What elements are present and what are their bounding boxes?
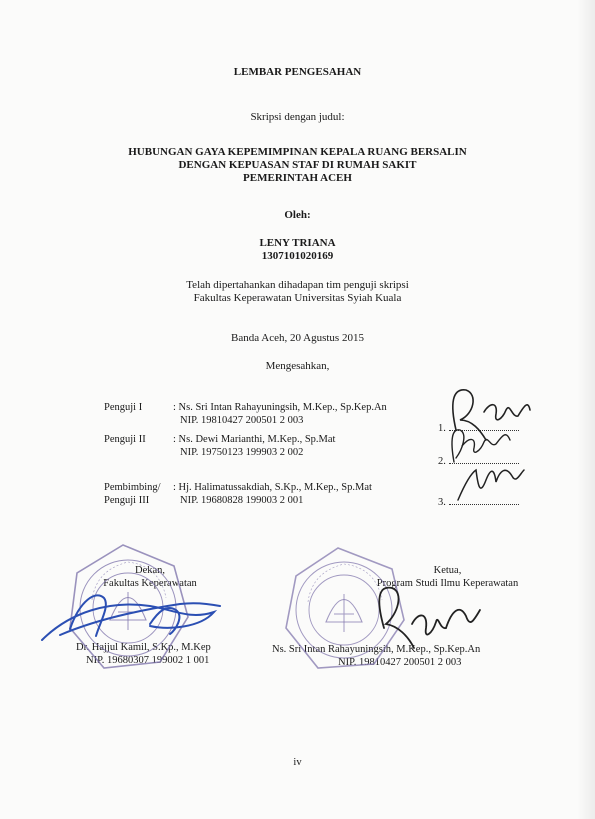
examiner-1-nip: NIP. 19810427 200501 2 003 bbox=[180, 415, 304, 426]
examiner-1-name: : Ns. Sri Intan Rahayuningsih, M.Kep., Sp.Kep.An bbox=[173, 402, 387, 413]
examiner-1-signature bbox=[453, 390, 530, 440]
dean-unit: Fakultas Keperawatan bbox=[103, 578, 197, 589]
dean-name: Dr. Hajjul Kamil, S.Kp., M.Kep bbox=[76, 642, 211, 653]
examiner-1-role: Penguji I bbox=[104, 402, 143, 413]
thesis-title-line-2: DENGAN KEPUASAN STAF DI RUMAH SAKIT bbox=[178, 159, 417, 171]
approval-label: Mengesahkan, bbox=[265, 360, 330, 372]
program-stamp bbox=[286, 548, 404, 668]
place-date: Banda Aceh, 20 Agustus 2015 bbox=[231, 332, 364, 344]
examiner-3-role-line-1: Pembimbing/ bbox=[104, 482, 161, 493]
chair-name: Ns. Sri Intan Rahayuningsih, M.Kep., Sp.Kep.An bbox=[272, 644, 481, 655]
chair-signature bbox=[379, 588, 480, 648]
examiner-2-signature bbox=[452, 430, 510, 462]
examiner-2-nip: NIP. 19750123 199903 2 002 bbox=[180, 447, 304, 458]
author-name: LENY TRIANA bbox=[259, 237, 336, 249]
page-number: iv bbox=[293, 757, 302, 768]
examiner-3-signature bbox=[458, 470, 524, 500]
defended-line-2: Fakultas Keperawatan Universitas Syiah Kuala bbox=[193, 292, 402, 304]
examiner-3-number: 3. bbox=[438, 497, 446, 508]
examiner-2-number: 2. bbox=[438, 456, 446, 467]
author-id: 1307101020169 bbox=[261, 250, 334, 262]
examiner-3-role-line-2: Penguji III bbox=[104, 495, 150, 506]
defended-line-1: Telah dipertahankan dihadapan tim penguji skripsi bbox=[186, 279, 409, 291]
thesis-title-line-3: PEMERINTAH ACEH bbox=[243, 172, 352, 184]
examiner-2-name: : Ns. Dewi Marianthi, M.Kep., Sp.Mat bbox=[173, 434, 336, 445]
dean-title: Dekan, bbox=[134, 565, 166, 576]
dean-signature bbox=[42, 595, 220, 640]
examiner-3-name: : Hj. Halimatussakdiah, S.Kp., M.Kep., Sp.Mat bbox=[173, 482, 372, 493]
by-label: Oleh: bbox=[284, 209, 311, 221]
chair-title: Ketua, bbox=[433, 565, 462, 576]
intro-text: Skripsi dengan judul: bbox=[250, 111, 345, 123]
thesis-title-line-1: HUBUNGAN GAYA KEPEMIMPINAN KEPALA RUANG BERSALIN bbox=[128, 146, 467, 158]
dean-nip: NIP. 19680307 199002 1 001 bbox=[86, 655, 210, 666]
chair-nip: NIP. 19810427 200501 2 003 bbox=[338, 657, 462, 668]
examiner-3-nip: NIP. 19680828 199003 2 001 bbox=[180, 495, 304, 506]
examiner-1-number: 1. bbox=[438, 423, 446, 434]
chair-unit: Program Studi Ilmu Keperawatan bbox=[376, 578, 519, 589]
examiner-2-role: Penguji II bbox=[104, 434, 146, 445]
page-heading: LEMBAR PENGESAHAN bbox=[233, 66, 362, 78]
